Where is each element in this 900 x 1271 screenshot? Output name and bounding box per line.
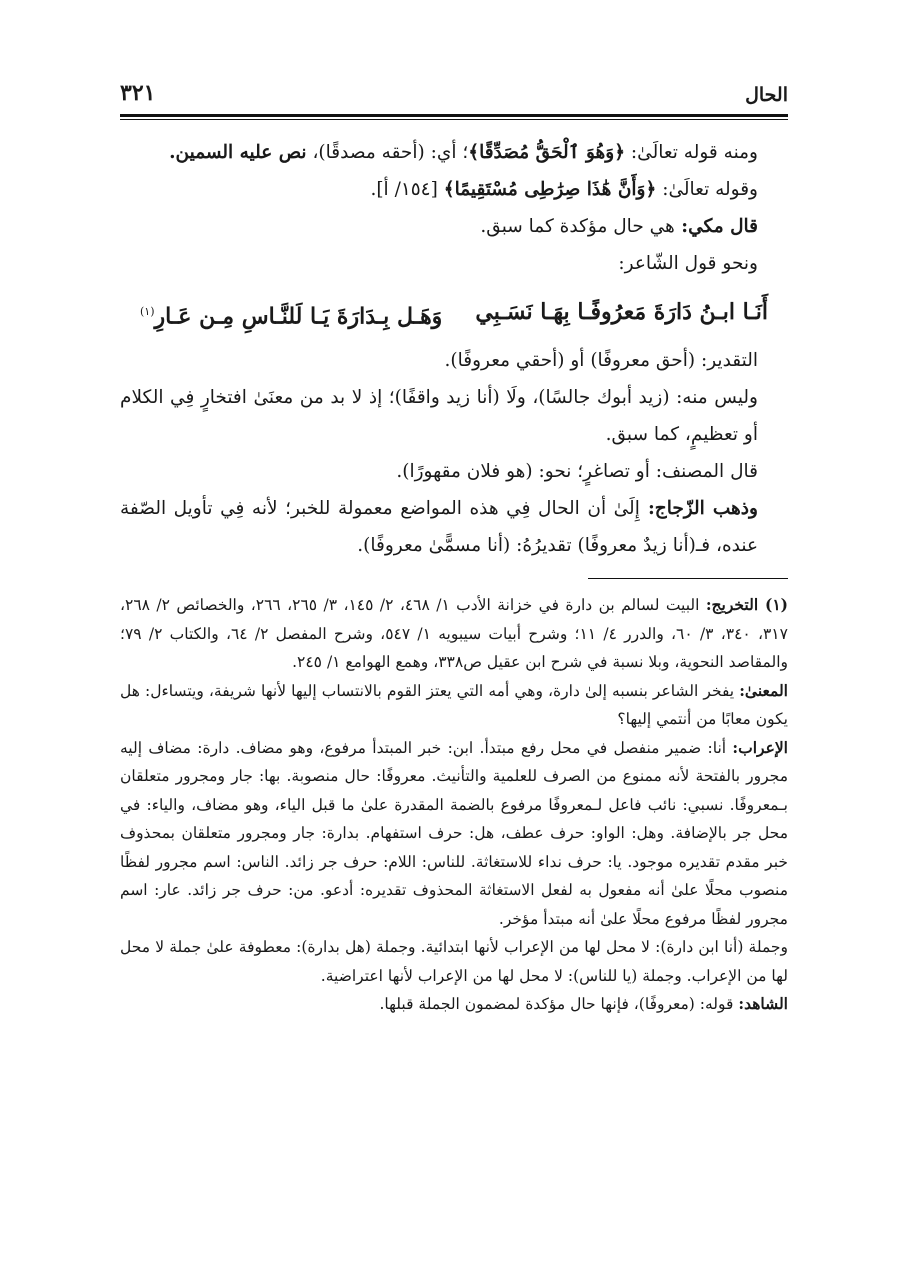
p1-text: ومنه قوله تعالَىٰ:: [625, 142, 758, 163]
shahid-label: الشاهد:: [738, 994, 788, 1014]
verse-second-hemistich: [140, 292, 442, 336]
irab-text: أنا: ضمير منفصل في محل رفع مبتدأ. ابن: خبر المبتدأ مرفوع، وهو مضاف. دارة: مضاف إليه مجرور بالفتحة لأنه ممنوع من الصرف للعلمية والتأنيث. معروفًا: حال منصوبة. بها: جار ومجرور متعلقان بـمعروفًا. نسبي: نائب فاعل لـمعروفًا مرفوع بالضمة المقدرة علىٰ ما قبل الياء، وهو مضاف، والياء: في محل جر بالإضافة. وهل: الواو: حرف عطف، هل: حرف استفهام. بدارة: جار ومجرور متعلقان بمحذوف خبر مقدم تقديره موجود. يا: حرف نداء للاستغاثة. للناس: اللام: حرف جر زائد. الناس: اسم مجرور لفظًا منصوب محلًا علىٰ أنه مفعول به لفعل الاستغاثة المحذوف تقديره: أدعو. من: حرف جر زائد. عار: اسم مجرور لفظًا مرفوع محلًا علىٰ أنه مبتدأ مؤخر.: [120, 738, 788, 928]
header-rule-thin: [120, 119, 788, 120]
takhrij-label: (١) التخريج:: [705, 595, 789, 615]
p1-bold: نص عليه السمين.: [169, 142, 307, 163]
p3-bold: قال مكي:: [674, 216, 758, 237]
shahid-text: قوله: (معروفًا)، فإنها حال مؤكدة لمضمون الجملة قبلها.: [379, 995, 739, 1014]
footnote-marker: (١): [140, 305, 155, 318]
poetry-verse: [120, 282, 788, 342]
p8-text: إِلَىٰ أن الحال فِي هذه المواضع معمولة للخبر؛ لأنه فِي تأويل الصّفة عنده، فـ(أنا زيدٌ معروفًا) تقديرُهُ: (أنا مسمًّىٰ معروفًا).: [120, 498, 758, 557]
takhrij-text: البيت لسالم بن دارة في خزانة الأدب ١/ ٤٦٨، ٢/ ١٤٥، ٣/ ٢٦٥، ٢٦٦، والخصائص ٢/ ٢٦٨، ٣١٧، ٣٤٠، ٣/ ٦٠، والدرر ٤/ ١١؛ وشرح أبيات سيبويه ١/ ٥٤٧، وشرح المفصل ٢/ ٦٤، والكتاب ٢/ ٧٩؛ والمقاصد النحوية، وبلا نسبة في شرح ابن عقيل ص٣٣٨، وهمع الهوامع ١/ ٢٤٥.: [120, 596, 788, 672]
paragraph-5: التقدير: (أحق معروفًا) أو (أحقي معروفًا).: [444, 350, 758, 372]
footnotes: [120, 591, 788, 1019]
footnote-meaning: [120, 677, 788, 734]
meaning-label: المعنىٰ:: [739, 680, 788, 700]
page-header: [120, 80, 788, 112]
verse-left-text: وَهَـل بِـدَارَةَ يَـا لَلنَّـاسِ مِـن عَـارِ: [154, 303, 443, 330]
header-rule-thick: [120, 114, 788, 117]
page-number: ٣٢١: [120, 80, 156, 106]
chapter-title: الحال: [745, 84, 788, 106]
meaning-text: يفخر الشاعر بنسبه إلىٰ دارة، وهي أمه التي يعتز القوم بالانتساب إليها لأنها شريفة، ويتساءل: هل يكون معابًا من أنتمي إليها؟: [120, 681, 788, 729]
verse-first-hemistich: [475, 292, 768, 336]
footnote-takhrij: [120, 591, 788, 677]
paragraph-8: [120, 490, 788, 564]
paragraph-4: ونحو قول الشّاعر:: [618, 253, 758, 274]
p2-text: وقوله تعالَىٰ:: [656, 179, 758, 200]
irab-label: الإعراب:: [732, 737, 788, 757]
quran-quote-2: ﴿وَأَنَّ هَٰذَا صِرَٰطِى مُسْتَقِيمًا﴾: [443, 179, 657, 200]
footnote-shahid: [120, 990, 788, 1019]
p1-text-2: ؛ أي: (أحقه مصدقًا)،: [306, 142, 469, 163]
p8-bold: وذهب الزّجاج:: [639, 498, 758, 520]
paragraph-6: وليس منه: (زيد أبوك جالسًا)، ولَا (أنا زيد واقفًا)؛ إذ لا بد من معنَىٰ افتخارٍ فِي الكلام أو تعظيمٍ، كما سبق.: [120, 387, 758, 446]
p3-text: هي حال مؤكدة كما سبق.: [480, 216, 675, 237]
main-text: [120, 134, 788, 564]
verse-right-text: أَنَـا ابـنُ دَارَةَ مَعرُوفًـا بِهَـا نَسَـبِي: [475, 299, 768, 325]
footnote-jumla: وجملة (أنا ابن دارة): لا محل لها من الإعراب لأنها ابتدائية. وجملة (هل بدارة): معطوفة علىٰ جملة لا محل لها من الإعراب. وجملة (يا للناس): لا محل لها من الإعراب لأنها اعتراضية.: [120, 938, 788, 985]
paragraph-3: [120, 208, 788, 245]
p2-ref: [١٥٤/ أ].: [370, 179, 444, 200]
paragraph-2: [120, 171, 788, 208]
footnote-separator: [588, 578, 788, 579]
paragraph-1: [120, 134, 788, 171]
quran-quote-1: ﴿وَهُوَ ٱلْحَقُّ مُصَدِّقًا﴾: [468, 142, 626, 163]
paragraph-7: قال المصنف: أو تصاغرٍ؛ نحو: (هو فلان مقهورًا).: [396, 461, 758, 483]
book-page: [120, 80, 788, 1019]
footnote-irab: [120, 734, 788, 934]
